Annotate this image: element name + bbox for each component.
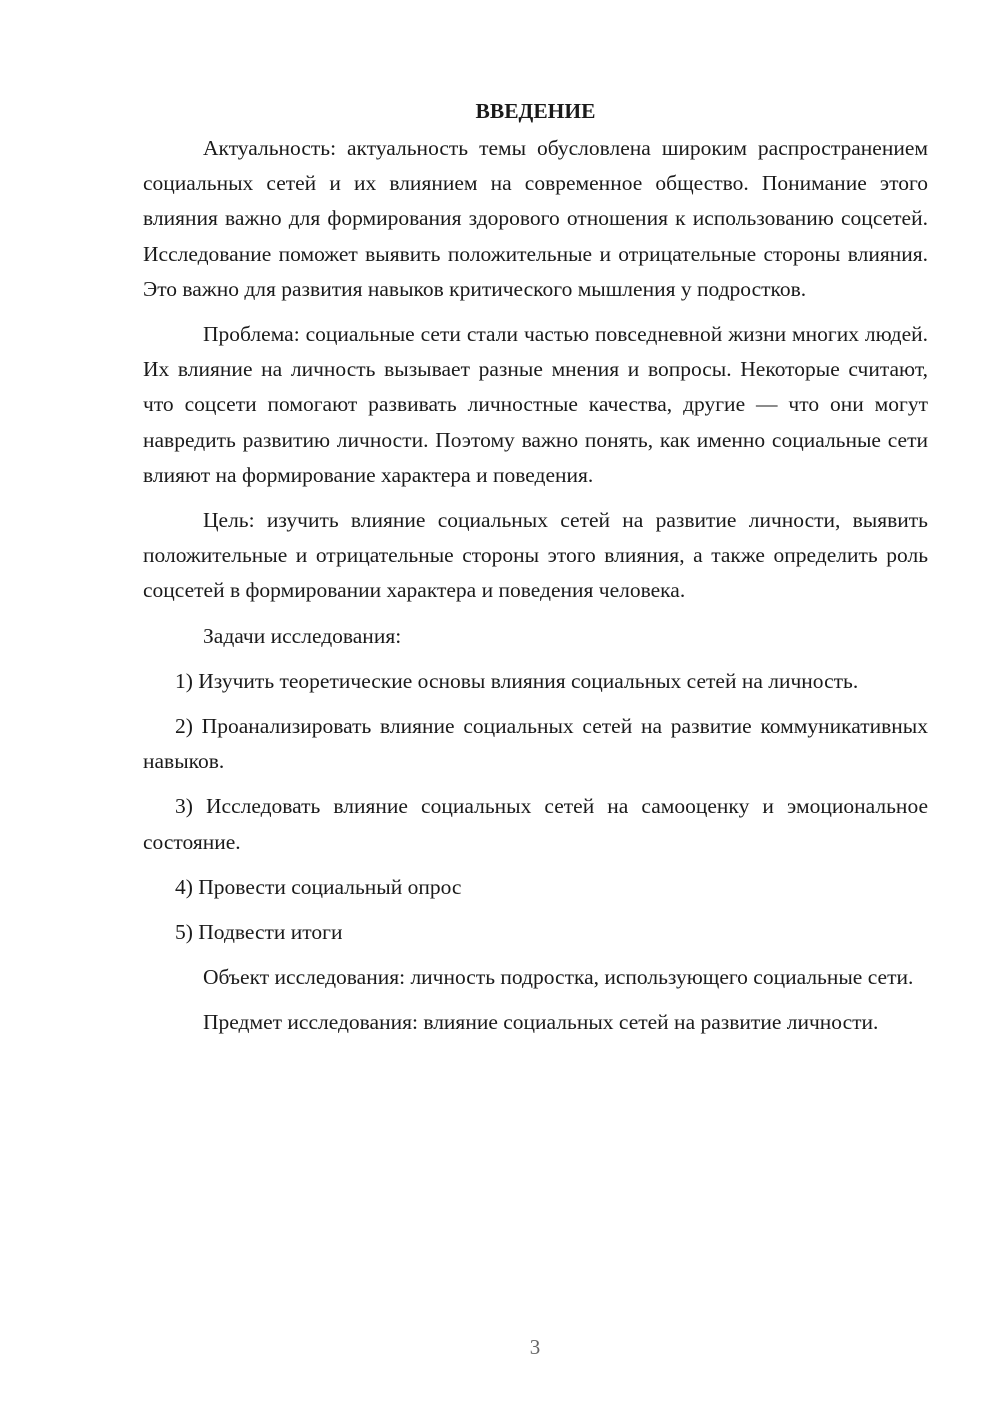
task-item-4: 4) Провести социальный опрос [175,874,462,899]
relevance-paragraph: Актуальность: актуальность темы обусловлена широким распространением социальных сетей и их влиянием на современное общество. Понимание этого влияния важно для формирования здорового отношения к использованию соцсетей. Исследование поможет выявить положительные и отрицательные стороны влияния. Это важно для развития навыков критического мышления у подростков. [143,136,928,301]
goal-paragraph: Цель: изучить влияние социальных сетей на развитие личности, выявить положительные и отрицательные стороны этого влияния, а также определить роль соцсетей в формировании характера и поведения человека. [143,508,928,603]
page-title: ВВЕДЕНИЕ [475,99,596,123]
task-item-5: 5) Подвести итоги [175,920,343,945]
task-item-1: 1) Изучить теоретические основы влияния социальных сетей на личность. [175,668,859,693]
page-number: 3 [529,1335,541,1359]
object-paragraph: Объект исследования: личность подростка, использующего социальные сети. [203,965,914,990]
problem-paragraph: Проблема: социальные сети стали частью повседневной жизни многих людей. Их влияние на личность вызывает разные мнения и вопросы. Некоторые считают, что соцсети помогают развивать личностные качества, другие — что они могут навредить развитию личности. Поэтому важно понять, как именно социальные сети влияют на формирование характера и поведения. [143,322,928,487]
subject-paragraph: Предмет исследования: влияние социальных сетей на развитие личности. [203,1010,879,1035]
task-item-3: 3) Исследовать влияние социальных сетей на самооценку и эмоциональное состояние. [143,794,928,854]
tasks-heading: Задачи исследования: [203,623,402,648]
task-item-2: 2) Проанализировать влияние социальных сетей на развитие коммуникативных навыков. [143,714,928,774]
document-page [143,94,928,1051]
